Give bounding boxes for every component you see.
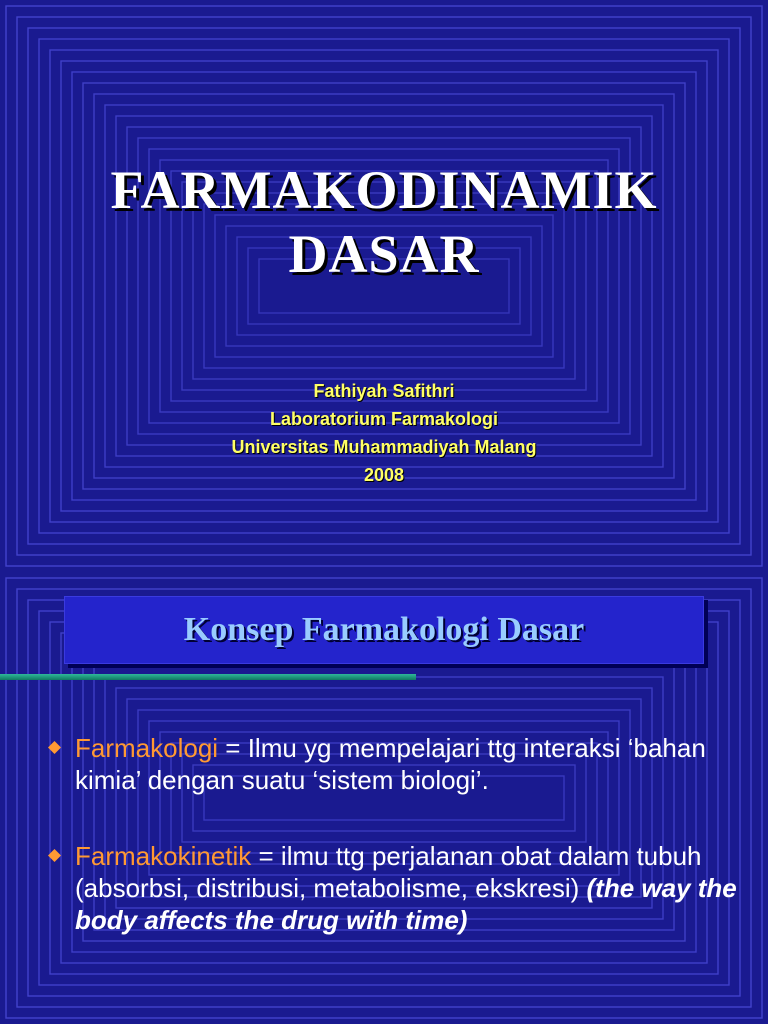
heading-underline-rule xyxy=(0,674,416,680)
year: 2008 xyxy=(363,465,405,485)
diamond-bullet-icon xyxy=(48,849,61,862)
content-slide xyxy=(0,572,768,1024)
title-line-1: FARMAKODINAMIK xyxy=(110,160,658,220)
author-block xyxy=(0,377,768,489)
bullet-term: Farmakologi xyxy=(75,733,219,763)
author-name: Fathiyah Safithri xyxy=(313,381,455,401)
bullet-item xyxy=(48,840,748,936)
university-name: Universitas Muhammadiyah Malang xyxy=(231,437,537,457)
slide-heading: Konsep Farmakologi Dasar xyxy=(64,596,704,664)
bullet-term: Farmakokinetik xyxy=(75,841,252,871)
title-line-2: DASAR xyxy=(288,224,480,284)
diamond-bullet-icon xyxy=(48,741,61,754)
bullet-text: = ilmu ttg perjalanan obat dalam tubuh (absorbsi, distribusi, metabolisme, ekskresi) xyxy=(75,841,702,903)
slide-title xyxy=(0,158,768,286)
bullet-list xyxy=(48,732,748,980)
bullet-text: = Ilmu yg mempelajari ttg interaksi ‘bahan kimia’ dengan suatu ‘sistem biologi’. xyxy=(75,733,706,795)
bullet-italic-note: (the way the body affects the drug with time) xyxy=(75,873,737,935)
lab-name: Laboratorium Farmakologi xyxy=(269,409,499,429)
bullet-item xyxy=(48,732,748,796)
